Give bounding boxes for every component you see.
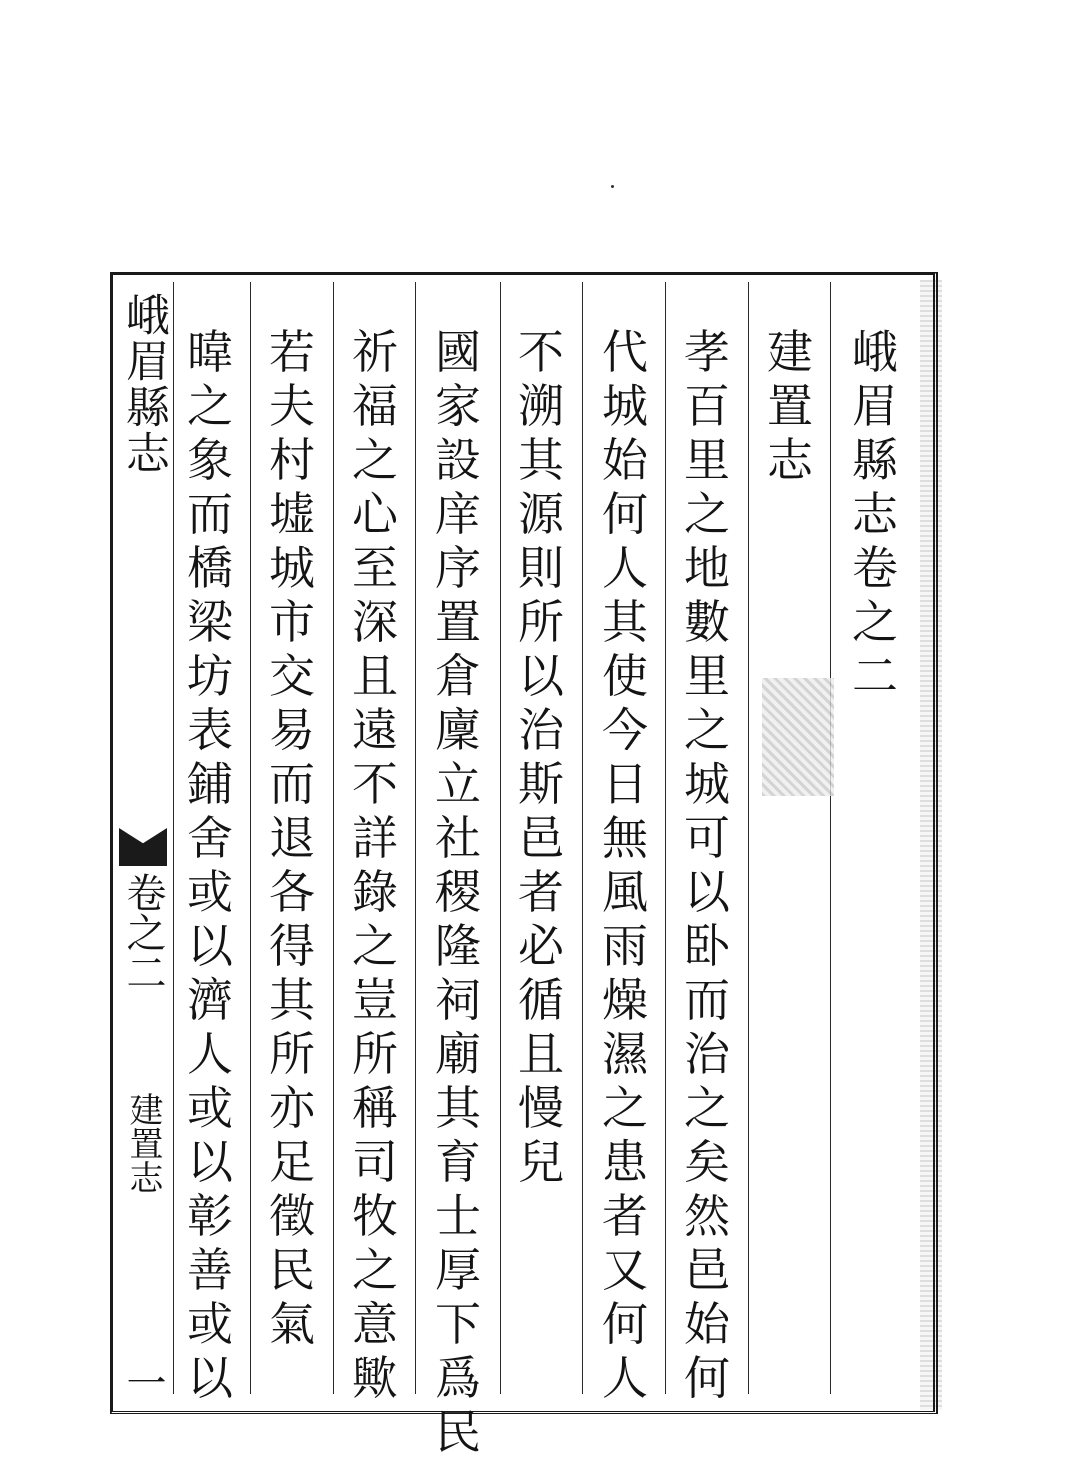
character: 兒	[518, 1135, 564, 1189]
character: 立	[435, 757, 481, 811]
character: 何	[602, 1297, 648, 1351]
character: 百	[684, 379, 730, 433]
character: 濟	[187, 973, 233, 1027]
character: 至	[352, 541, 398, 595]
character: 峨	[852, 325, 898, 379]
character: 然	[684, 1189, 730, 1243]
character: 置	[767, 379, 813, 433]
character: 之	[187, 379, 233, 433]
character: 無	[602, 811, 648, 865]
character: 不	[518, 325, 564, 379]
character: 士	[435, 1189, 481, 1243]
character: 城	[684, 757, 730, 811]
character: 其	[435, 1081, 481, 1135]
character: 里	[684, 649, 730, 703]
character: 始	[684, 1297, 730, 1351]
character: 以	[518, 649, 564, 703]
character: 又	[602, 1243, 648, 1297]
character: 稱	[352, 1081, 398, 1135]
character: 遠	[352, 703, 398, 757]
character: 所	[352, 1027, 398, 1081]
text-column-1	[677, 325, 737, 1405]
character: 治	[684, 1027, 730, 1081]
character: 其	[269, 973, 315, 1027]
character: 交	[269, 649, 315, 703]
character: 人	[602, 541, 648, 595]
character: 家	[435, 379, 481, 433]
character: 斯	[518, 757, 564, 811]
character: 患	[602, 1135, 648, 1189]
character: 之	[352, 1243, 398, 1297]
character: 國	[435, 325, 481, 379]
character: 或	[187, 1297, 233, 1351]
text-column-6	[262, 325, 322, 1351]
character: 氣	[269, 1297, 315, 1351]
character: 鋪	[187, 757, 233, 811]
character: 且	[352, 649, 398, 703]
character: 厚	[435, 1243, 481, 1297]
text-column-4	[428, 325, 488, 1459]
character: 所	[269, 1027, 315, 1081]
fish-tail-mark	[119, 828, 167, 866]
character: 夫	[269, 379, 315, 433]
column-rule	[582, 282, 583, 1394]
character: 人	[602, 1351, 648, 1405]
character: 而	[684, 973, 730, 1027]
character: 濕	[602, 1027, 648, 1081]
character: 何	[602, 487, 648, 541]
column-rule	[415, 282, 416, 1394]
character: 孝	[684, 325, 730, 379]
character: 設	[435, 433, 481, 487]
character: 牧	[352, 1189, 398, 1243]
character: 之	[684, 1081, 730, 1135]
margin-book-title: 峨眉縣志	[118, 292, 169, 476]
column-rule	[830, 282, 831, 1394]
character: 地	[684, 541, 730, 595]
character: 彰	[187, 1189, 233, 1243]
character: 隆	[435, 919, 481, 973]
character: 以	[187, 919, 233, 973]
column-rule	[748, 282, 749, 1394]
character: 矣	[684, 1135, 730, 1189]
character: 里	[684, 433, 730, 487]
character: 庠	[435, 487, 481, 541]
character: 以	[187, 1351, 233, 1405]
column-rule	[250, 282, 251, 1394]
character: 心	[352, 487, 398, 541]
character: 若	[269, 325, 315, 379]
character: 亦	[269, 1081, 315, 1135]
ink-speck	[611, 185, 614, 188]
character: 之	[352, 919, 398, 973]
character: 之	[684, 487, 730, 541]
character: 育	[435, 1135, 481, 1189]
fore-edge-margin	[113, 280, 173, 1410]
character: 民	[269, 1243, 315, 1297]
character: 二	[852, 649, 898, 703]
character: 歟	[352, 1351, 398, 1405]
character: 眉	[852, 379, 898, 433]
volume-heading	[845, 325, 905, 703]
character: 慢	[518, 1081, 564, 1135]
column-rule	[173, 282, 174, 1394]
character: 始	[602, 433, 648, 487]
character: 城	[602, 379, 648, 433]
character: 之	[852, 595, 898, 649]
character: 志	[767, 433, 813, 487]
character: 廟	[435, 1027, 481, 1081]
character: 詳	[352, 811, 398, 865]
character: 建	[767, 325, 813, 379]
character: 溯	[518, 379, 564, 433]
character: 必	[518, 919, 564, 973]
character: 暐	[187, 325, 233, 379]
character: 日	[602, 757, 648, 811]
faded-seal-stamp	[762, 678, 834, 796]
character: 其	[602, 595, 648, 649]
character: 且	[518, 1027, 564, 1081]
text-column-2	[595, 325, 655, 1405]
character: 市	[269, 595, 315, 649]
character: 表	[187, 703, 233, 757]
margin-page-number: 一	[120, 1362, 166, 1402]
character: 數	[684, 595, 730, 649]
character: 置	[435, 595, 481, 649]
character: 錄	[352, 865, 398, 919]
character: 人	[187, 1027, 233, 1081]
character: 坊	[187, 649, 233, 703]
character: 序	[435, 541, 481, 595]
character: 福	[352, 379, 398, 433]
character: 縣	[852, 433, 898, 487]
character: 城	[269, 541, 315, 595]
character: 善	[187, 1243, 233, 1297]
character: 可	[684, 811, 730, 865]
character: 者	[602, 1189, 648, 1243]
character: 各	[269, 865, 315, 919]
column-rule	[665, 282, 666, 1394]
character: 村	[269, 433, 315, 487]
character: 社	[435, 811, 481, 865]
character: 徵	[269, 1189, 315, 1243]
character: 豈	[352, 973, 398, 1027]
character: 而	[269, 757, 315, 811]
character: 以	[684, 865, 730, 919]
character: 深	[352, 595, 398, 649]
character: 得	[269, 919, 315, 973]
character: 廩	[435, 703, 481, 757]
column-rule	[333, 282, 334, 1394]
character: 燥	[602, 973, 648, 1027]
character: 足	[269, 1135, 315, 1189]
character: 其	[518, 433, 564, 487]
character: 代	[602, 325, 648, 379]
column-rule	[500, 282, 501, 1394]
character: 而	[187, 487, 233, 541]
character: 退	[269, 811, 315, 865]
character: 稷	[435, 865, 481, 919]
character: 或	[187, 1081, 233, 1135]
character: 所	[518, 595, 564, 649]
character: 之	[602, 1081, 648, 1135]
character: 司	[352, 1135, 398, 1189]
character: 循	[518, 973, 564, 1027]
character: 爲	[435, 1351, 481, 1405]
character: 易	[269, 703, 315, 757]
section-title	[760, 325, 820, 487]
character: 源	[518, 487, 564, 541]
character: 橋	[187, 541, 233, 595]
character: 治	[518, 703, 564, 757]
character: 邑	[684, 1243, 730, 1297]
character: 下	[435, 1297, 481, 1351]
character: 使	[602, 649, 648, 703]
character: 墟	[269, 487, 315, 541]
text-column-5	[345, 325, 405, 1405]
character: 梁	[187, 595, 233, 649]
character: 舍	[187, 811, 233, 865]
character: 象	[187, 433, 233, 487]
character: 卧	[684, 919, 730, 973]
character: 邑	[518, 811, 564, 865]
character: 民	[435, 1405, 481, 1459]
character: 之	[352, 433, 398, 487]
character: 之	[684, 703, 730, 757]
text-column-3	[511, 325, 571, 1189]
character: 雨	[602, 919, 648, 973]
character: 祠	[435, 973, 481, 1027]
character: 祈	[352, 325, 398, 379]
character: 志	[852, 487, 898, 541]
character: 今	[602, 703, 648, 757]
text-column-7	[180, 325, 240, 1405]
character: 以	[187, 1135, 233, 1189]
character: 何	[684, 1351, 730, 1405]
character: 風	[602, 865, 648, 919]
character: 意	[352, 1297, 398, 1351]
margin-section-label: 建置志	[123, 1092, 163, 1194]
character: 不	[352, 757, 398, 811]
character: 卷	[852, 541, 898, 595]
margin-volume-label: 卷之二	[120, 872, 166, 992]
character: 則	[518, 541, 564, 595]
character: 或	[187, 865, 233, 919]
character: 者	[518, 865, 564, 919]
character: 倉	[435, 649, 481, 703]
